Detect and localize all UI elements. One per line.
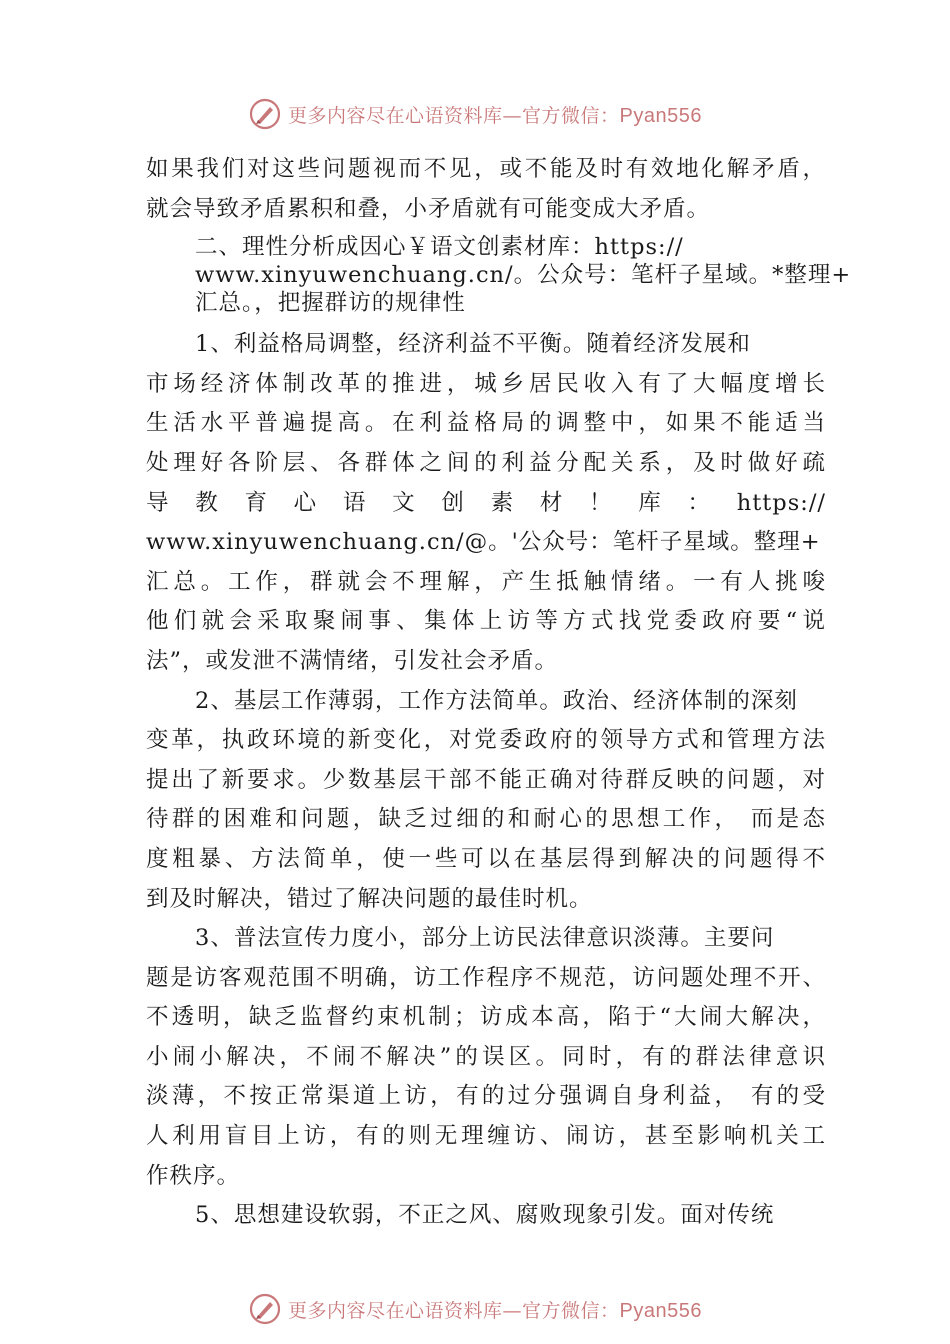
text-line: 不透明，缺乏监督约束机制；访成本高，陷于“大闹大解决，	[146, 1004, 826, 1031]
text-line: 2、基层工作薄弱，工作方法简单。政治、经济体制的深刻	[195, 687, 798, 714]
text-line: 就会导致矛盾累积和叠，小矛盾就有可能变成大矛盾。	[146, 195, 711, 222]
document-body	[146, 150, 852, 1236]
banner-dash: —	[502, 1299, 523, 1322]
paragraph-3	[146, 919, 826, 1196]
heading-line: 汇总。，把握群访的规律性	[195, 290, 466, 317]
text-line: 小闹小解决，不闹不解决”的误区。同时，有的群法律意识	[146, 1043, 826, 1070]
text-line: 题是访客观范围不明确，访工作程序不规范，访问题处理不开、	[146, 964, 826, 991]
text-line: 汇总。工作，群就会不理解，产生抵触情绪。一有人挑唆	[146, 568, 826, 595]
heading-line: 二、理性分析成因心￥语文创素材库：https://	[195, 234, 684, 261]
footer-banner	[0, 1287, 950, 1331]
banner-main-text: 更多内容尽在心语资料库	[288, 104, 503, 127]
text-line: 到及时解决，错过了解决问题的最佳时机。	[146, 885, 593, 912]
pen-logo-icon	[248, 97, 282, 131]
text-line: 人利用盲目上访，有的则无理缠访、闹访，甚至影响机关工	[146, 1123, 826, 1150]
text-line: 法”，或发泄不满情绪，引发社会矛盾。	[146, 647, 559, 674]
banner-wechat-id: Pyan556	[619, 104, 702, 127]
paragraph-intro	[146, 150, 826, 229]
banner-wechat-label: 官方微信：	[522, 1299, 620, 1322]
text-line: 如果我们对这些问题视而不见，或不能及时有效地化解矛盾，	[146, 156, 826, 182]
text-line: 作秩序。	[146, 1162, 241, 1189]
pen-logo-icon	[248, 1292, 282, 1326]
section-heading	[146, 233, 852, 317]
text-line: 导 教 育 心 语 文 创 素 材 ！ 库 ： https://	[146, 489, 826, 516]
banner-wechat-id: Pyan556	[619, 1299, 702, 1322]
banner-wechat-label: 官方微信：	[522, 104, 620, 127]
paragraph-1	[146, 325, 826, 681]
text-line: 处理好各阶层、各群体之间的利益分配关系，及时做好疏	[146, 449, 826, 476]
text-line: 市场经济体制改革的推进，城乡居民收入有了大幅度增长	[146, 370, 826, 397]
text-line: 1、利益格局调整，经济利益不平衡。随着经济发展和	[195, 331, 751, 358]
banner-main-text: 更多内容尽在心语资料库	[288, 1299, 503, 1322]
text-line: www.xinyuwenchuang.cn/@。'公众号：笔杆子星域。整理+	[146, 529, 821, 556]
banner-dash: —	[502, 104, 523, 127]
header-banner	[0, 92, 950, 136]
banner-text	[288, 101, 702, 128]
text-line: 3、普法宣传力度小，部分上访民法律意识淡薄。主要问	[195, 925, 775, 952]
text-line: 5、思想建设软弱，不正之风、腐败现象引发。面对传统	[195, 1202, 775, 1229]
text-line: 提出了新要求。少数基层干部不能正确对待群反映的问题，对	[146, 766, 826, 793]
text-line: 待群的困难和问题，缺乏过细的和耐心的思想工作， 而是态	[146, 806, 826, 833]
banner-text	[288, 1296, 702, 1323]
paragraph-5	[146, 1196, 826, 1236]
text-line: 生活水平普遍提高。在利益格局的调整中，如果不能适当	[146, 410, 826, 437]
text-line: 度粗暴、方法简单，使一些可以在基层得到解决的问题得不	[146, 845, 826, 872]
heading-line: www.xinyuwenchuang.cn/。公众号：笔杆子星域。*整理+	[195, 262, 852, 289]
text-line: 变革，执政环境的新变化，对党委政府的领导方式和管理方法	[146, 727, 826, 754]
paragraph-2	[146, 682, 826, 920]
text-line: 他们就会采取聚闹事、集体上访等方式找党委政府要“说	[146, 608, 826, 635]
text-line: 淡薄，不按正常渠道上访，有的过分强调自身利益， 有的受	[146, 1083, 826, 1110]
